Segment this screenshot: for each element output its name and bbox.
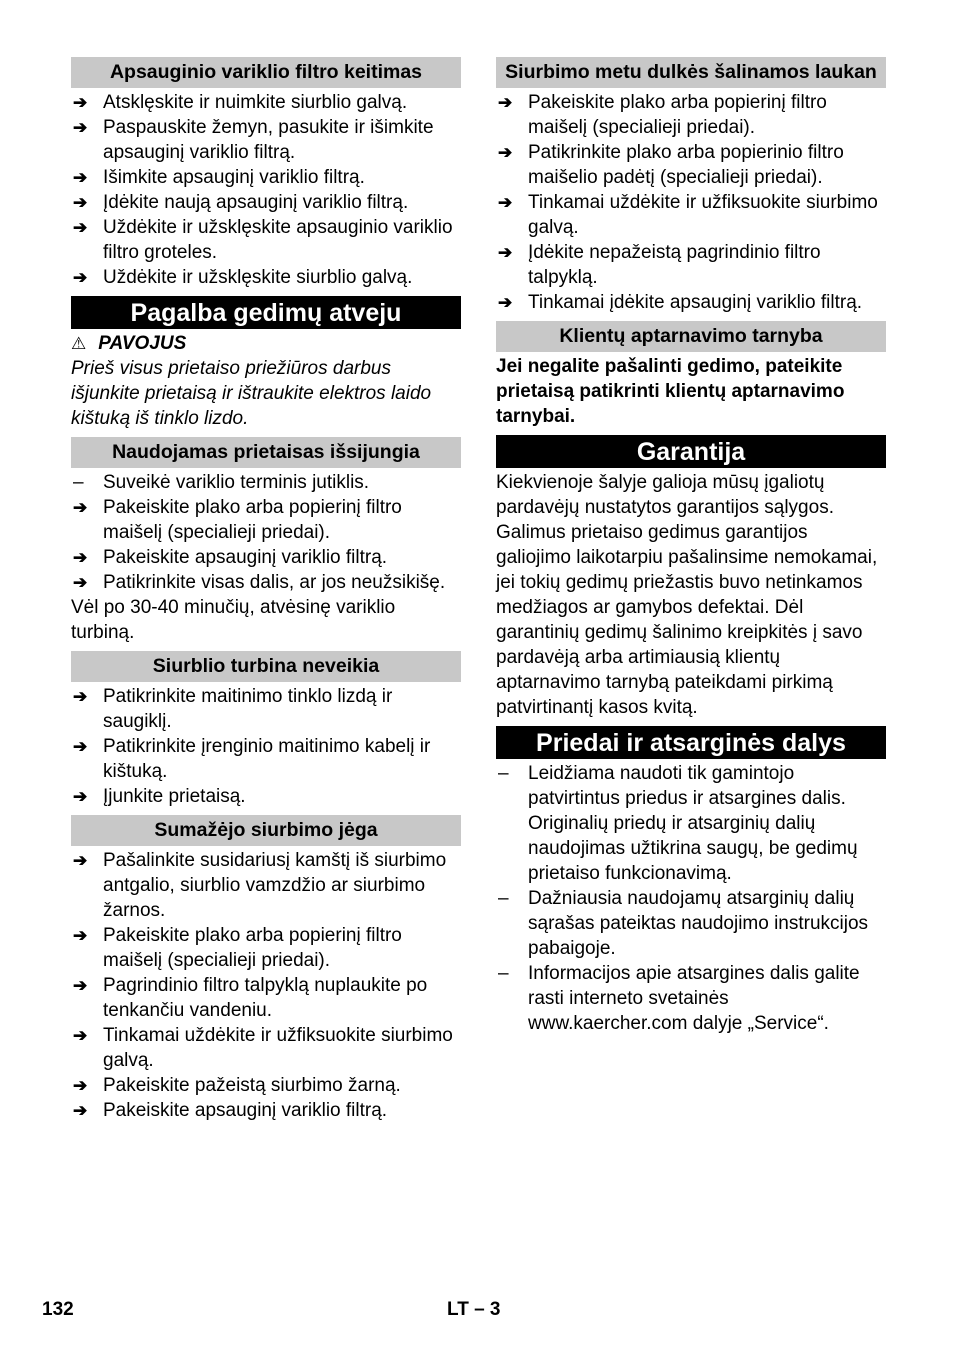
heading-accessories: Priedai ir atsarginės dalys	[496, 726, 886, 759]
list-item: – Informacijos apie atsargines dalis galite rasti interneto svetainės www.kaercher.com dalyje „Service“.	[498, 963, 860, 1034]
arrow-icon: ➔	[73, 687, 88, 706]
arrow-icon: ➔	[498, 293, 513, 312]
paragraph-restart: Vėl po 30-40 minučių, atvėsinę variklio turbiną.	[71, 597, 396, 643]
arrow-icon: ➔	[498, 93, 513, 112]
arrow-icon: ➔	[73, 118, 88, 137]
list-item: ➔ Patikrinkite maitinimo tinklo lizdą ir saugiklį.	[73, 686, 393, 732]
arrow-icon: ➔	[73, 193, 88, 212]
warranty-text: Kiekvienoje šalyje galioja mūsų įgaliotų pardavėjų nustatytos garantijos sąlygos. Galimus prietaiso gedimus garantijos galiojimo laikotarpiu pašalinsime nemokamai, jei tokių gedimų priežastis buvo netinkamos medžiagos ar gamybos defektai. Dėl garantinių gedimų šalinimo kreipkitės į savo pardavėją arba artimiausią klientų aptarnavimo tarnybą pateikdami pirkimą patvirtinantį kasos kvitą.	[496, 472, 878, 718]
section-title-dust-out: Siurbimo metu dulkės šalinamos laukan	[496, 57, 886, 88]
section-title-turbine: Siurblio turbina neveikia	[71, 651, 461, 682]
list-item: ➔ Pakeiskite apsauginį variklio filtrą.	[73, 547, 388, 568]
heading-troubleshooting: Pagalba gedimų atveju	[71, 296, 461, 329]
arrow-icon: ➔	[498, 143, 513, 162]
list-item: ➔ Uždėkite ir užsklęskite siurblio galvą.	[73, 267, 413, 288]
left-column	[71, 57, 461, 1129]
list-item: ➔ Įjunkite prietaisą.	[73, 786, 246, 807]
arrow-icon: ➔	[73, 1101, 88, 1120]
turbine-steps	[71, 684, 461, 809]
arrow-icon: ➔	[498, 193, 513, 212]
list-item: ➔ Tinkamai uždėkite ir užfiksuokite siurbimo galvą.	[498, 192, 878, 238]
warning-title: PAVOJUS	[98, 333, 187, 354]
arrow-icon: ➔	[73, 168, 88, 187]
warning-triangle-icon: ⚠	[71, 334, 87, 353]
list-item: ➔ Pašalinkite susidariusį kamštį iš siurbimo antgalio, siurblio vamzdžio ar siurbimo žarnos.	[73, 850, 447, 921]
arrow-icon: ➔	[73, 573, 88, 592]
arrow-icon: ➔	[73, 93, 88, 112]
list-item: ➔ Patikrinkite įrenginio maitinimo kabelį ir kištuką.	[73, 736, 431, 782]
arrow-icon: ➔	[73, 268, 88, 287]
list-item: ➔ Pakeiskite plako arba popierinį filtro maišelį (specialieji priedai).	[498, 92, 827, 138]
section-title-suction-power: Sumažėjo siurbimo jėga	[71, 815, 461, 846]
list-item: ➔ Įdėkite nepažeistą pagrindinio filtro talpyklą.	[498, 242, 821, 288]
switches-off-steps	[71, 470, 461, 595]
page-number: 132	[42, 1299, 74, 1320]
dash-bullet: –	[498, 963, 509, 984]
arrow-icon: ➔	[73, 218, 88, 237]
danger-warning	[71, 331, 461, 431]
arrow-icon: ➔	[73, 548, 88, 567]
warning-text: Prieš visus prietaiso priežiūros darbus išjunkite prietaisą ir ištraukite elektros laido kištuką iš tinklo lizdo.	[71, 358, 432, 429]
motor-filter-steps	[71, 90, 461, 290]
arrow-icon: ➔	[73, 976, 88, 995]
arrow-icon: ➔	[73, 1026, 88, 1045]
section-title-motor-filter: Apsauginio variklio filtro keitimas	[71, 57, 461, 88]
dust-out-steps	[496, 90, 886, 315]
list-item: ➔ Tinkamai uždėkite ir užfiksuokite siurbimo galvą.	[73, 1025, 453, 1071]
language-page-label: LT – 3	[447, 1299, 501, 1320]
list-item: ➔ Uždėkite ir užsklęskite apsauginio variklio filtro groteles.	[73, 217, 453, 263]
section-title-switches-off: Naudojamas prietaisas išsijungia	[71, 437, 461, 468]
dash-bullet: –	[73, 472, 84, 493]
list-item: ➔ Išimkite apsauginį variklio filtrą.	[73, 167, 365, 188]
list-item: – Suveikė variklio terminis jutiklis.	[73, 472, 370, 493]
accessories-list	[496, 761, 886, 1036]
heading-warranty: Garantija	[496, 435, 886, 468]
list-item: ➔ Pakeiskite pažeistą siurbimo žarną.	[73, 1075, 401, 1096]
arrow-icon: ➔	[73, 1076, 88, 1095]
list-item: ➔ Įdėkite naują apsauginį variklio filtrą.	[73, 192, 409, 213]
arrow-icon: ➔	[73, 737, 88, 756]
arrow-icon: ➔	[73, 926, 88, 945]
section-title-customer-service: Klientų aptarnavimo tarnyba	[496, 321, 886, 352]
list-item: ➔ Pakeiskite plako arba popierinį filtro maišelį (specialieji priedai).	[73, 497, 402, 543]
list-item: ➔ Pagrindinio filtro talpyklą nuplaukite po tenkančiu vandeniu.	[73, 975, 428, 1021]
list-item: ➔ Paspauskite žemyn, pasukite ir išimkite apsauginį variklio filtrą.	[73, 117, 434, 163]
right-column	[496, 57, 886, 1042]
arrow-icon: ➔	[73, 498, 88, 517]
dash-bullet: –	[498, 888, 509, 909]
dash-bullet: –	[498, 763, 509, 784]
list-item: ➔ Tinkamai įdėkite apsauginį variklio filtrą.	[498, 292, 863, 313]
list-item: ➔ Pakeiskite plako arba popierinį filtro maišelį (specialieji priedai).	[73, 925, 402, 971]
arrow-icon: ➔	[498, 243, 513, 262]
list-item: – Leidžiama naudoti tik gamintojo patvirtintus priedus ir atsargines dalis. Originalių priedų ir atsarginių dalių naudojimas užtikrina saugų, be gedimų prietaiso funkcionavimą.	[498, 763, 858, 884]
customer-service-text: Jei negalite pašalinti gedimo, pateikite prietaisą patikrinti klientų aptarnavimo tarnybai.	[496, 356, 845, 427]
list-item: – Dažniausia naudojamų atsarginių dalių sąrašas pateiktas naudojimo instrukcijos pabaigoje.	[498, 888, 869, 959]
list-item: ➔ Patikrinkite visas dalis, ar jos neužsikišę.	[73, 572, 446, 593]
list-item: ➔ Pakeiskite apsauginį variklio filtrą.	[73, 1100, 388, 1121]
arrow-icon: ➔	[73, 851, 88, 870]
list-item: ➔ Atsklęskite ir nuimkite siurblio galvą.	[73, 92, 408, 113]
list-item: ➔ Patikrinkite plako arba popierinio filtro maišelio padėtį (specialieji priedai).	[498, 142, 844, 188]
arrow-icon: ➔	[73, 787, 88, 806]
suction-power-steps	[71, 848, 461, 1123]
